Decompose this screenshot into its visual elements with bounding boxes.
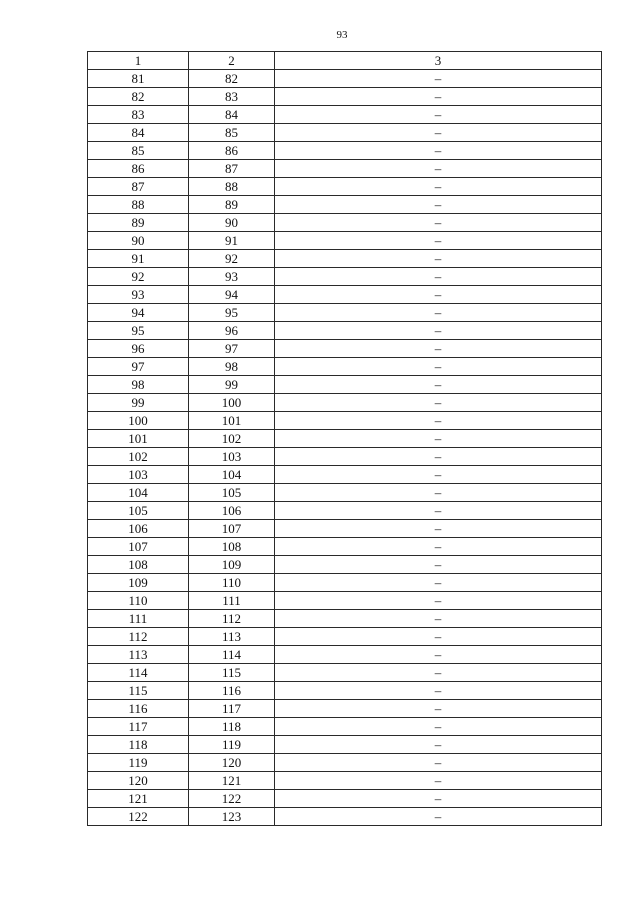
table-row (88, 394, 602, 412)
table-cell-col-1: 114 (88, 664, 189, 682)
table-cell-col-1: 115 (88, 682, 189, 700)
table-cell-col-1: 86 (88, 160, 189, 178)
table-row (88, 322, 602, 340)
table-cell-col-1: 118 (88, 736, 189, 754)
table-row (88, 178, 602, 196)
table-cell-col-3: – (275, 682, 602, 700)
table-cell-col-2: 123 (189, 808, 275, 826)
table-row (88, 646, 602, 664)
table-cell-col-2: 98 (189, 358, 275, 376)
table-row (88, 772, 602, 790)
table-cell-col-3: – (275, 736, 602, 754)
table-cell-col-2: 101 (189, 412, 275, 430)
table-cell-col-3: – (275, 322, 602, 340)
table-cell-col-3: – (275, 790, 602, 808)
table-cell-col-3: – (275, 754, 602, 772)
table-cell-col-2: 90 (189, 214, 275, 232)
table-cell-col-1: 110 (88, 592, 189, 610)
table-cell-col-2: 115 (189, 664, 275, 682)
table-cell-col-3: – (275, 466, 602, 484)
table-row (88, 430, 602, 448)
table-row (88, 520, 602, 538)
table-cell-col-2: 113 (189, 628, 275, 646)
table-cell-col-2: 82 (189, 70, 275, 88)
table-row (88, 142, 602, 160)
table-row (88, 250, 602, 268)
table-row (88, 358, 602, 376)
table-cell-col-2: 100 (189, 394, 275, 412)
table-cell-col-1: 116 (88, 700, 189, 718)
table-cell-col-3: – (275, 574, 602, 592)
table-cell-col-3: – (275, 700, 602, 718)
table-row (88, 538, 602, 556)
table-cell-col-2: 108 (189, 538, 275, 556)
table-cell-col-3: – (275, 88, 602, 106)
table-row (88, 214, 602, 232)
table-row (88, 448, 602, 466)
table-cell-col-1: 117 (88, 718, 189, 736)
data-table (87, 51, 602, 826)
table-cell-col-3: – (275, 448, 602, 466)
table-cell-col-2: 92 (189, 250, 275, 268)
table-cell-col-1: 82 (88, 88, 189, 106)
table-row (88, 232, 602, 250)
table-cell-col-2: 86 (189, 142, 275, 160)
table-cell-col-2: 103 (189, 448, 275, 466)
table-cell-col-1: 90 (88, 232, 189, 250)
table-row (88, 574, 602, 592)
table-cell-col-3: – (275, 268, 602, 286)
table-cell-col-3: – (275, 718, 602, 736)
table-cell-col-2: 111 (189, 592, 275, 610)
table-row (88, 556, 602, 574)
table-row (88, 160, 602, 178)
table-cell-col-1: 109 (88, 574, 189, 592)
table-cell-col-3: – (275, 232, 602, 250)
table-cell-col-1: 97 (88, 358, 189, 376)
table-cell-col-3: – (275, 358, 602, 376)
table-cell-col-1: 84 (88, 124, 189, 142)
table-cell-col-1: 85 (88, 142, 189, 160)
table-cell-col-2: 122 (189, 790, 275, 808)
table-cell-col-3: – (275, 808, 602, 826)
table-cell-col-1: 99 (88, 394, 189, 412)
table-row (88, 466, 602, 484)
table-row (88, 736, 602, 754)
table-row (88, 70, 602, 88)
table-cell-col-3: – (275, 610, 602, 628)
table-cell-col-3: – (275, 196, 602, 214)
table-cell-col-3: – (275, 394, 602, 412)
table-cell-col-3: – (275, 304, 602, 322)
table-cell-col-2: 105 (189, 484, 275, 502)
table-cell-col-2: 121 (189, 772, 275, 790)
table-row (88, 682, 602, 700)
table-cell-col-1: 103 (88, 466, 189, 484)
table-cell-col-3: – (275, 286, 602, 304)
table-cell-col-1: 94 (88, 304, 189, 322)
table-cell-col-3: – (275, 646, 602, 664)
table-cell-col-1: 122 (88, 808, 189, 826)
table-cell-col-3: – (275, 160, 602, 178)
table-cell-col-2: 114 (189, 646, 275, 664)
table-cell-col-1: 88 (88, 196, 189, 214)
table-cell-col-1: 95 (88, 322, 189, 340)
table-cell-col-1: 83 (88, 106, 189, 124)
table-cell-col-3: – (275, 250, 602, 268)
table-cell-col-3: – (275, 106, 602, 124)
table-cell-col-2: 96 (189, 322, 275, 340)
table-row (88, 412, 602, 430)
table-cell-col-3: – (275, 556, 602, 574)
table-row (88, 808, 602, 826)
table-row (88, 754, 602, 772)
table-cell-col-2: 87 (189, 160, 275, 178)
table-cell-col-2: 91 (189, 232, 275, 250)
table-row (88, 196, 602, 214)
table-cell-col-1: 105 (88, 502, 189, 520)
table-cell-col-1: 113 (88, 646, 189, 664)
table-cell-col-2: 118 (189, 718, 275, 736)
table-cell-col-2: 109 (189, 556, 275, 574)
table-cell-col-1: 107 (88, 538, 189, 556)
table-row (88, 484, 602, 502)
table-cell-col-1: 104 (88, 484, 189, 502)
table-cell-col-2: 102 (189, 430, 275, 448)
table-cell-col-2: 88 (189, 178, 275, 196)
column-header-1: 1 (88, 52, 189, 70)
table-cell-col-2: 107 (189, 520, 275, 538)
table-cell-col-3: – (275, 484, 602, 502)
table-cell-col-3: – (275, 502, 602, 520)
table-cell-col-2: 84 (189, 106, 275, 124)
table-header (88, 52, 602, 70)
table-cell-col-2: 93 (189, 268, 275, 286)
table-cell-col-2: 104 (189, 466, 275, 484)
table-cell-col-2: 99 (189, 376, 275, 394)
table-cell-col-2: 95 (189, 304, 275, 322)
table-cell-col-2: 120 (189, 754, 275, 772)
table-row (88, 502, 602, 520)
page-number: 93 (336, 29, 348, 41)
table-row (88, 700, 602, 718)
table-cell-col-1: 92 (88, 268, 189, 286)
table-cell-col-3: – (275, 124, 602, 142)
table-cell-col-2: 119 (189, 736, 275, 754)
table-cell-col-1: 98 (88, 376, 189, 394)
table-body (88, 70, 602, 826)
table-cell-col-2: 83 (189, 88, 275, 106)
table-cell-col-1: 87 (88, 178, 189, 196)
table-cell-col-3: – (275, 772, 602, 790)
column-header-3: 3 (275, 52, 602, 70)
table-cell-col-2: 110 (189, 574, 275, 592)
table-cell-col-1: 96 (88, 340, 189, 358)
table-cell-col-3: – (275, 214, 602, 232)
table-cell-col-1: 102 (88, 448, 189, 466)
table-cell-col-3: – (275, 592, 602, 610)
table-cell-col-3: – (275, 70, 602, 88)
table-cell-col-2: 89 (189, 196, 275, 214)
header-row (88, 52, 602, 70)
table-cell-col-1: 91 (88, 250, 189, 268)
table-cell-col-1: 112 (88, 628, 189, 646)
table-cell-col-3: – (275, 376, 602, 394)
column-header-2: 2 (189, 52, 275, 70)
table-cell-col-1: 93 (88, 286, 189, 304)
table-row (88, 106, 602, 124)
table-row (88, 610, 602, 628)
table-cell-col-2: 106 (189, 502, 275, 520)
table-cell-col-1: 89 (88, 214, 189, 232)
table-row (88, 124, 602, 142)
table-cell-col-1: 121 (88, 790, 189, 808)
table-cell-col-2: 97 (189, 340, 275, 358)
table-row (88, 376, 602, 394)
table-cell-col-1: 81 (88, 70, 189, 88)
table-cell-col-2: 117 (189, 700, 275, 718)
table-cell-col-3: – (275, 340, 602, 358)
table-cell-col-2: 94 (189, 286, 275, 304)
table-cell-col-1: 108 (88, 556, 189, 574)
table-row (88, 268, 602, 286)
table-cell-col-3: – (275, 538, 602, 556)
table-row (88, 628, 602, 646)
table-cell-col-3: – (275, 628, 602, 646)
table-row (88, 592, 602, 610)
table-cell-col-3: – (275, 142, 602, 160)
table-cell-col-3: – (275, 412, 602, 430)
table-cell-col-3: – (275, 664, 602, 682)
table-row (88, 790, 602, 808)
table-cell-col-3: – (275, 520, 602, 538)
table-cell-col-2: 112 (189, 610, 275, 628)
table-row (88, 340, 602, 358)
table-row (88, 718, 602, 736)
table-cell-col-3: – (275, 430, 602, 448)
table-cell-col-1: 119 (88, 754, 189, 772)
table-row (88, 664, 602, 682)
table-row (88, 88, 602, 106)
table-cell-col-1: 101 (88, 430, 189, 448)
table-cell-col-1: 100 (88, 412, 189, 430)
table-cell-col-1: 111 (88, 610, 189, 628)
table-row (88, 286, 602, 304)
table-cell-col-1: 120 (88, 772, 189, 790)
table-cell-col-2: 85 (189, 124, 275, 142)
table-cell-col-3: – (275, 178, 602, 196)
table-cell-col-2: 116 (189, 682, 275, 700)
table-cell-col-1: 106 (88, 520, 189, 538)
table-row (88, 304, 602, 322)
